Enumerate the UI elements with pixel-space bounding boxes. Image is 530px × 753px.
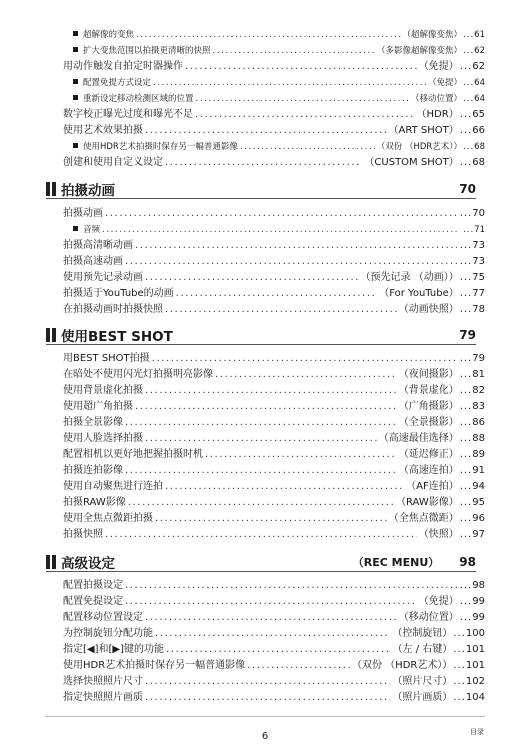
toc-entry-tag: （移动位置） <box>411 94 463 104</box>
dot-leader <box>196 91 410 107</box>
bullet-icon <box>73 47 78 52</box>
toc-entry-label: 拍摄全景影像 <box>63 417 123 428</box>
toc-entry-tag: （移动位置） <box>398 612 459 623</box>
dot-leader <box>205 447 397 463</box>
toc-entry-tag: （背景虚化） <box>398 385 459 396</box>
dot-leader <box>145 431 377 447</box>
toc-entry[interactable] <box>63 383 485 399</box>
toc-entry-page: ... 68 <box>462 139 485 155</box>
toc-entry-label: 选择快照照片尺寸 <box>63 676 143 687</box>
section-right-label: （REC MENU） <box>352 556 440 569</box>
toc-entry[interactable] <box>63 463 485 479</box>
dot-leader <box>155 511 387 527</box>
toc-entry-page: ... 75 <box>459 270 485 286</box>
toc-entry[interactable] <box>63 642 485 658</box>
toc-entry-label: 音频 <box>83 225 101 235</box>
toc-entry-tag: （预先记录 （动画）） <box>360 272 459 283</box>
toc-entry[interactable] <box>63 674 485 690</box>
dot-leader <box>105 206 457 222</box>
toc-entry[interactable] <box>63 222 485 238</box>
dot-leader <box>145 610 397 626</box>
dot-leader <box>125 463 397 479</box>
toc-entry-page: ... 89 <box>459 447 485 463</box>
toc-entry-page: ... 73 <box>459 238 485 254</box>
toc-entry-page: ... 79 <box>459 351 485 367</box>
toc-entry-label: 拍摄高速动画 <box>63 256 123 267</box>
bullet-icon <box>73 143 78 148</box>
toc-entry[interactable] <box>63 75 485 91</box>
toc-entry-label: 配置拍摄设定 <box>63 580 123 591</box>
bullet-icon <box>73 95 78 100</box>
toc-entry[interactable] <box>63 626 485 642</box>
toc-entry-tag: （控制旋钮） <box>392 628 453 639</box>
toc-entry-page: ... 82 <box>459 383 485 399</box>
section-page-number: 70 <box>459 182 476 196</box>
toc-entry-page: ... 91 <box>459 463 485 479</box>
toc-entry[interactable] <box>63 238 485 254</box>
toc-entry-tag: （夜间摄影） <box>398 369 459 380</box>
bullet-icon <box>73 31 78 36</box>
toc-entry[interactable] <box>63 610 485 626</box>
toc-entry[interactable] <box>63 91 485 107</box>
toc-entry[interactable] <box>63 206 485 222</box>
bullet-icon <box>73 79 78 84</box>
toc-entry-page: ... 101 <box>452 642 485 658</box>
page-number: 6 <box>261 731 269 742</box>
toc-entry[interactable] <box>63 479 485 495</box>
dot-leader <box>176 286 378 302</box>
dot-leader <box>135 238 457 254</box>
toc-entry-page: ... 99 <box>459 610 485 626</box>
toc-entry-label: 拍摄快照 <box>63 529 103 540</box>
toc-section-rec-menu <box>63 578 530 706</box>
toc-entry[interactable] <box>63 527 485 543</box>
toc-entry-page: ... 83 <box>459 399 485 415</box>
toc-entry-label: 使用预先记录动画 <box>63 272 143 283</box>
dot-leader <box>166 642 391 658</box>
toc-entry-label: 使用自动聚焦进行连拍 <box>63 481 163 492</box>
toc-entry-label: 拍摄适于YouTube的动画 <box>63 288 174 299</box>
toc-entry-page: ... 73 <box>459 254 485 270</box>
toc-entry-label: 配置移动位置设定 <box>63 612 143 623</box>
toc-entry[interactable] <box>63 495 485 511</box>
toc-entry-label: 在拍摄动画时拍摄快照 <box>63 304 163 315</box>
toc-section-best-shot <box>63 351 530 543</box>
toc-entry-label: 拍摄动画 <box>63 208 103 219</box>
dot-leader <box>215 367 397 383</box>
toc-entry-page: ... 78 <box>459 302 485 318</box>
bullet-icon <box>73 226 78 231</box>
toc-entry-tag: （多影像超解像变焦） <box>377 46 463 56</box>
dot-leader <box>195 107 415 123</box>
toc-entry-label: 用动作触发自拍定时器操作 <box>63 61 183 72</box>
toc-entry-tag: （免提） <box>418 61 459 72</box>
toc-entry-tag: （动画快照） <box>398 304 459 315</box>
dot-leader <box>128 495 394 511</box>
dot-leader <box>125 254 457 270</box>
toc-entry[interactable] <box>63 351 485 367</box>
toc-entry[interactable] <box>63 415 485 431</box>
toc-entry-page: ... 94 <box>459 479 485 495</box>
toc-entry-page: ... 71 <box>462 222 485 238</box>
toc-entry[interactable] <box>63 367 485 383</box>
section-bar-icon <box>46 328 56 342</box>
toc-entry-page: ... 104 <box>452 690 485 706</box>
section-page-number: 79 <box>459 328 476 342</box>
toc-entry-tag: （全焦点微距） <box>388 513 459 524</box>
dot-leader <box>152 351 457 367</box>
toc-entry-label: 拍摄连拍影像 <box>63 465 123 476</box>
toc-entry-tag: （双份 （HDR艺术）） <box>376 142 463 152</box>
toc-entry[interactable] <box>63 302 485 318</box>
toc-entry-page: ... 62 <box>459 59 485 75</box>
toc-entry-page: ... 62 <box>462 43 485 59</box>
toc-entry-tag: （For YouTube） <box>379 288 459 299</box>
toc-entry-tag: （双份 （HDR艺术）） <box>352 660 453 671</box>
toc-section-movie <box>63 206 530 318</box>
dot-leader <box>247 658 350 674</box>
toc-entry-tag: （广角摄影） <box>398 401 459 412</box>
toc-top-block <box>63 27 530 171</box>
toc-entry-label: 拍摄高清晰动画 <box>63 240 133 251</box>
toc-entry-page: ... 61 <box>462 27 485 43</box>
toc-entry-label: 扩大变焦范围以拍摄更清晰的快照 <box>83 46 211 56</box>
toc-entry-label: 数字校正曝光过度和曝光不足 <box>63 109 193 120</box>
toc-entry-page: ... 77 <box>459 286 485 302</box>
toc-entry-page: ... 65 <box>459 107 485 123</box>
toc-entry-label: 指定快照照片画质 <box>63 692 143 703</box>
toc-entry-label: 超解像的变焦 <box>83 30 135 40</box>
dot-leader <box>240 139 375 155</box>
toc-entry[interactable] <box>63 123 485 139</box>
dot-leader <box>125 578 457 594</box>
toc-entry-label: 配置免提方式设定 <box>83 78 152 88</box>
toc-entry-label: 使用全焦点微距拍摄 <box>63 513 153 524</box>
toc-entry-label: 使用人脸选择拍摄 <box>63 433 143 444</box>
section-bar-icon <box>46 182 56 196</box>
toc-entry-page: ... 66 <box>459 123 485 139</box>
toc-entry-page: ... 100 <box>452 626 485 642</box>
dot-leader <box>153 75 426 91</box>
toc-entry-label: 指定[◀]和[▶]键的功能 <box>63 644 164 655</box>
toc-entry-tag: （照片尺寸） <box>392 676 453 687</box>
toc-entry-page: ... 88 <box>459 431 485 447</box>
toc-entry-tag: （免提） <box>428 78 463 88</box>
toc-entry[interactable] <box>63 431 485 447</box>
toc-entry-page: ... 96 <box>459 511 485 527</box>
section-heading-movie <box>46 180 476 199</box>
dot-leader <box>145 123 387 139</box>
toc-entry[interactable] <box>63 139 485 155</box>
dot-leader <box>165 155 362 171</box>
toc-entry-label: 创建和使用自定义设定 <box>63 157 163 168</box>
footer-divider <box>45 716 485 717</box>
toc-entry-page: ... 64 <box>462 75 485 91</box>
dot-leader <box>155 626 390 642</box>
section-heading-rec-menu <box>46 553 476 572</box>
toc-entry-label: 拍摄RAW影像 <box>63 497 126 508</box>
toc-entry[interactable] <box>63 658 485 674</box>
toc-entry-tag: （延迟修正） <box>398 449 459 460</box>
dot-leader <box>145 674 390 690</box>
toc-entry-tag: （快照） <box>418 529 459 540</box>
toc-entry[interactable] <box>63 107 485 123</box>
toc-entry-label: 在暗处不使用闪光灯拍摄明亮影像 <box>63 369 213 380</box>
toc-entry-label: 配置免提设定 <box>63 596 123 607</box>
toc-entry-page: ... 95 <box>459 495 485 511</box>
toc-entry-page: ... 64 <box>462 91 485 107</box>
toc-entry-tag: （CUSTOM SHOT） <box>364 157 459 168</box>
toc-entry-tag: （ART SHOT） <box>388 125 459 136</box>
toc-entry-tag: （左 / 右键） <box>392 644 453 655</box>
toc-entry[interactable] <box>63 43 485 59</box>
section-title: 高级设定 <box>61 556 115 572</box>
toc-entry-tag: （照片画质） <box>392 692 453 703</box>
toc-entry[interactable] <box>63 155 485 171</box>
toc-entry-page: ... 81 <box>459 367 485 383</box>
section-heading-best-shot <box>46 326 476 345</box>
toc-entry-tag: （超解像变焦） <box>402 30 463 40</box>
toc-entry[interactable] <box>63 399 485 415</box>
toc-entry-label: 用BEST SHOT拍摄 <box>63 353 150 364</box>
dot-leader <box>125 415 397 431</box>
toc-entry-page: ... 97 <box>459 527 485 543</box>
toc-entry-tag: （高速最佳选择） <box>378 433 459 444</box>
toc-entry[interactable] <box>63 270 485 286</box>
toc-entry[interactable] <box>63 59 485 75</box>
toc-entry-tag: （全景摄影） <box>398 417 459 428</box>
toc-entry-page: ... 99 <box>459 594 485 610</box>
toc-entry[interactable] <box>63 27 485 43</box>
section-bar-icon <box>46 555 56 569</box>
toc-entry-label: 重新设定移动检测区域的位置 <box>83 94 194 104</box>
toc-entry-tag: （高速连拍） <box>398 465 459 476</box>
toc-entry-page: ... 98 <box>459 578 485 594</box>
toc-entry[interactable] <box>63 286 485 302</box>
dot-leader <box>145 690 390 706</box>
section-page-number: 98 <box>459 555 476 569</box>
toc-entry-tag: （RAW影像） <box>395 497 459 508</box>
toc-entry[interactable] <box>63 511 485 527</box>
toc-entry[interactable] <box>63 578 485 594</box>
toc-entry-page: ... 101 <box>452 658 485 674</box>
toc-entry-label: 使用HDR艺术拍摄时保存另一幅普通影像 <box>63 660 246 671</box>
section-title: 拍摄动画 <box>61 183 115 199</box>
toc-entry-label: 使用超广角拍摄 <box>63 401 133 412</box>
dot-leader <box>145 383 397 399</box>
footer-label: 目录 <box>470 728 484 736</box>
dot-leader <box>165 479 404 495</box>
dot-leader <box>185 59 417 75</box>
toc-entry[interactable] <box>63 447 485 463</box>
toc-entry-page: ... 68 <box>459 155 485 171</box>
toc-entry-label: 使用艺术效果拍摄 <box>63 125 143 136</box>
dot-leader <box>145 270 359 286</box>
dot-leader <box>213 43 376 59</box>
toc-entry[interactable] <box>63 690 485 706</box>
toc-entry-label: 配置相机以更好地把握拍摄时机 <box>63 449 203 460</box>
toc-entry-page: ... 86 <box>459 415 485 431</box>
toc-entry[interactable] <box>63 594 485 610</box>
dot-leader <box>136 27 401 43</box>
dot-leader <box>125 594 417 610</box>
section-title: 使用BEST SHOT <box>61 329 173 345</box>
dot-leader <box>135 399 397 415</box>
toc-entry-label: 使用HDR艺术拍摄时保存另一幅普通影像 <box>83 142 238 152</box>
dot-leader <box>165 302 397 318</box>
toc-entry-page: ... 70 <box>459 206 485 222</box>
toc-entry-tag: （HDR） <box>416 109 459 120</box>
toc-entry[interactable] <box>63 254 485 270</box>
toc-entry-label: 为控制旋钮分配功能 <box>63 628 153 639</box>
dot-leader <box>105 527 417 543</box>
toc-entry-page: ... 102 <box>452 674 485 690</box>
dot-leader <box>102 222 460 238</box>
toc-entry-tag: （免提） <box>418 596 459 607</box>
toc-entry-label: 使用背景虚化拍摄 <box>63 385 143 396</box>
toc-entry-tag: （AF连拍） <box>406 481 459 492</box>
